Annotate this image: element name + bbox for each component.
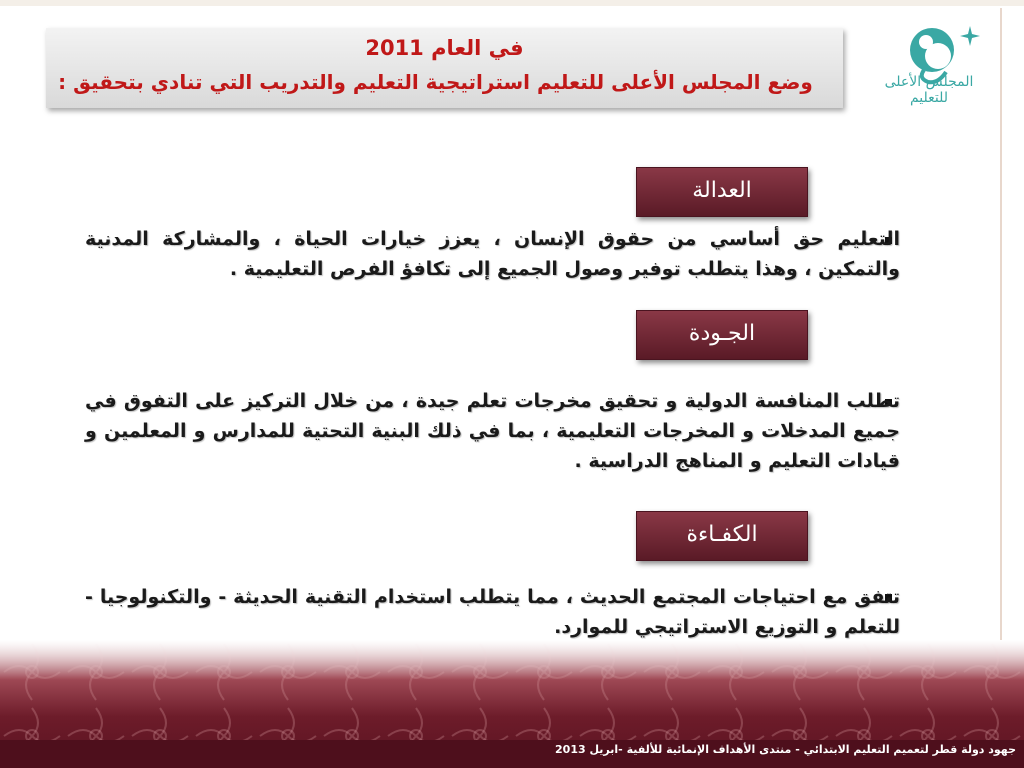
logo-text: المجلس الأعلى للتعليم	[884, 74, 974, 106]
paragraph-efficiency: تتفق مع احتياجات المجتمع الحديث ، مما يتطلب استخدام التقنية الحديثة - والتكنولوجيا - للتعلم و التوزيع الاستراتيجي للموارد.	[85, 586, 900, 638]
footer-fade	[0, 640, 1024, 680]
paragraph-quality: تطلب المنافسة الدولية و تحقيق مخرجات تعلم جيدة ، من خلال التركيز على التفوق في جميع المدخلات و المخرجات التعليمية ، بما في ذلك البنية التحتية للمدارس و المعلمين و قيادات التعليم و المناهج الدراسية .	[85, 390, 900, 472]
heading-quality: الجـودة	[636, 310, 808, 360]
footer-caption: جهود دولة قطر لتعميم التعليم الابتدائي - منتدى الأهداف الإنمائية للألفية -ابريل 2013	[555, 743, 1016, 756]
title-line-1: في العام 2011	[365, 36, 524, 60]
heading-justice: العدالة	[636, 167, 808, 217]
slide-title	[46, 28, 843, 108]
paragraph-justice: التعليم حق أساسي من حقوق الإنسان ، يعزز خيارات الحياة ، والمشاركة المدنية والتمكين ، وهذا يتطلب توفير وصول الجميع إلى تكافؤ الفرص التعليمية .	[85, 228, 900, 280]
heading-efficiency: الكفـاءة	[636, 511, 808, 561]
title-line-2: وضع المجلس الأعلى للتعليم استراتيجية التعليم والتدريب التي تنادي بتحقيق :	[58, 70, 813, 94]
top-border	[0, 0, 1024, 6]
right-divider	[1000, 8, 1002, 648]
